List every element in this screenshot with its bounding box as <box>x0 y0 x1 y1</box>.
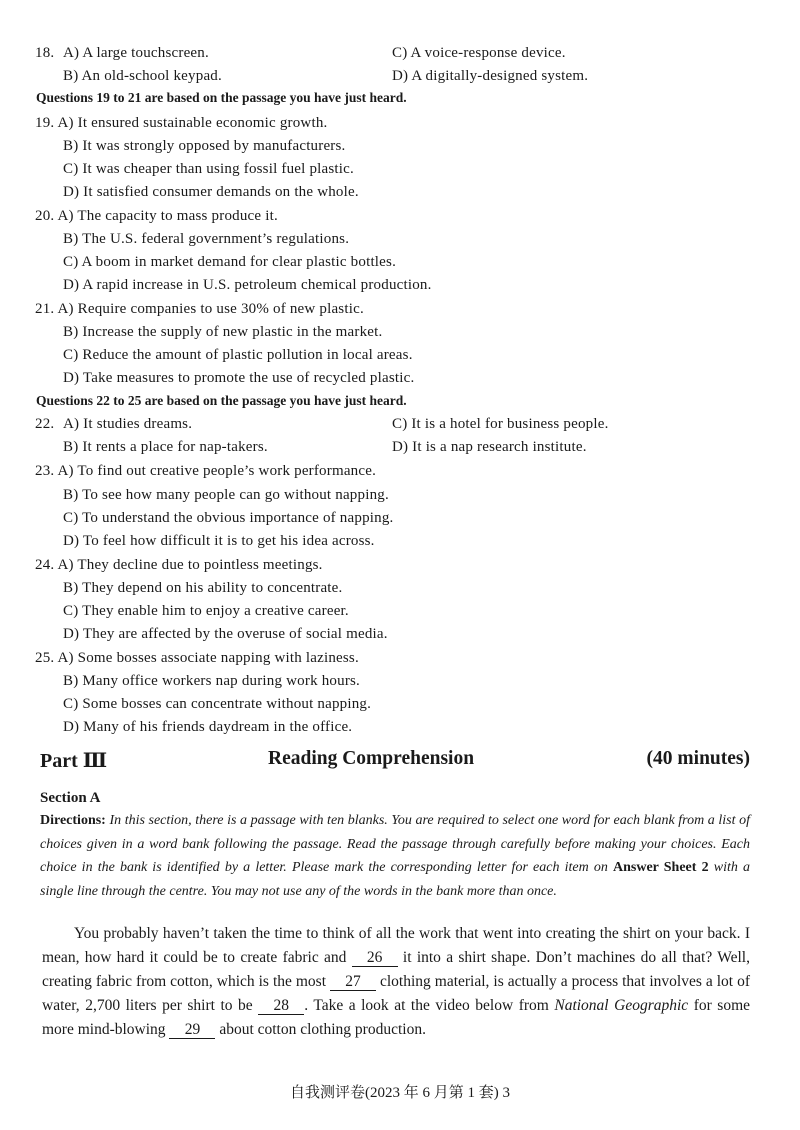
question-21-option-b: B) Increase the supply of new plastic in the market. <box>63 324 383 340</box>
question-25-option-b: B) Many office workers nap during work hours. <box>63 673 360 689</box>
answer-sheet-ref: Answer Sheet 2 <box>613 860 709 875</box>
question-23-option-b: B) To see how many people can go without napping. <box>63 487 389 503</box>
blank-27: 27 <box>330 973 376 991</box>
question-21-number: 21. <box>35 301 55 317</box>
passage-text-4: . Take a look at the video below from <box>304 997 555 1014</box>
heading-questions-22-25: Questions 22 to 25 are based on the passage you have just heard. <box>36 393 407 408</box>
question-18-option-d: D) A digitally-designed system. <box>392 68 589 84</box>
question-25-option-a: A) Some bosses associate napping with laziness. <box>57 650 359 666</box>
blank-29: 29 <box>169 1021 215 1039</box>
question-25-option-c: C) Some bosses can concentrate without napping. <box>63 696 372 712</box>
question-19-option-b: B) It was strongly opposed by manufacturers. <box>63 138 346 154</box>
section-title: Section A <box>40 790 101 806</box>
passage-paragraph <box>42 922 750 1042</box>
question-25-option-d: D) Many of his friends daydream in the office. <box>63 719 353 735</box>
question-24-option-c: C) They enable him to enjoy a creative career. <box>63 603 349 619</box>
question-22-number: 22. <box>35 416 55 432</box>
blank-26: 26 <box>352 949 398 967</box>
question-18-option-c: C) A voice-response device. <box>392 45 566 61</box>
question-20-option-b: B) The U.S. federal government’s regulations. <box>63 231 350 247</box>
question-24-option-a-row <box>35 555 323 575</box>
question-22-option-c: C) It is a hotel for business people. <box>392 416 609 432</box>
directions-paragraph <box>40 809 750 903</box>
question-21-option-d: D) Take measures to promote the use of recycled plastic. <box>63 370 415 386</box>
passage-text-3: clothing material, is actually a process that involves a lot of water, 2,700 liters per shirt to be <box>42 973 750 1014</box>
question-19-option-d: D) It satisfied consumer demands on the whole. <box>63 184 359 200</box>
question-19-number: 19. <box>35 115 55 131</box>
passage-text-6: about cotton clothing production. <box>215 1021 426 1038</box>
question-23-option-c: C) To understand the obvious importance of napping. <box>63 510 394 526</box>
part-label: Part Ⅲ <box>40 750 108 772</box>
question-18-row1 <box>35 43 755 63</box>
question-21-option-a: A) Require companies to use 30% of new plastic. <box>57 301 364 317</box>
question-22-option-d: D) It is a nap research institute. <box>392 439 587 455</box>
part-header <box>40 748 750 776</box>
question-24-option-d: D) They are affected by the overuse of social media. <box>63 626 388 642</box>
question-24-option-b: B) They depend on his ability to concentrate. <box>63 580 343 596</box>
part-time-limit: (40 minutes) <box>646 748 750 769</box>
question-25-option-a-row <box>35 648 359 668</box>
question-18-option-b: B) An old-school keypad. <box>63 68 222 84</box>
question-20-option-d: D) A rapid increase in U.S. petroleum chemical production. <box>63 277 432 293</box>
question-21-option-c: C) Reduce the amount of plastic pollution in local areas. <box>63 347 413 363</box>
directions-text-2: with a single line through the centre. You may not use any of the words in the bank more than once. <box>40 860 750 899</box>
question-23-number: 23. <box>35 463 55 479</box>
part-title: Reading Comprehension <box>268 748 475 769</box>
question-18-option-a: A) A large touchscreen. <box>63 45 209 61</box>
directions-text-1: In this section, there is a passage with ten blanks. You are required to select one word for each blank from a list of choices given in a word bank following the passage. Read the passage through carefully before making your choices. Each choice in the bank is identified by a letter. Please mark the corresponding letter for each item on <box>40 813 750 875</box>
question-18-number: 18. <box>35 45 55 61</box>
question-20-option-c: C) A boom in market demand for clear plastic bottles. <box>63 254 397 270</box>
passage-source: National Geographic <box>554 997 689 1014</box>
question-19-option-a-row <box>35 113 327 133</box>
question-22-row1 <box>35 414 755 434</box>
passage-text-2: it into a shirt shape. Don’t machines do all that? Well, creating fabric from cotton, which is the most <box>42 949 750 990</box>
question-23-option-d: D) To feel how difficult it is to get his idea across. <box>63 533 375 549</box>
question-24-number: 24. <box>35 557 55 573</box>
directions-label: Directions: <box>40 813 106 828</box>
question-22-option-a: A) It studies dreams. <box>63 416 193 432</box>
page-footer: 自我测评卷(2023 年 6 月第 1 套) 3 <box>290 1085 510 1101</box>
passage-text-1: You probably haven’t taken the time to think of all the work that went into creating the shirt on your back. I mean, how hard it could be to create fabric and <box>42 925 750 966</box>
question-22-row2 <box>35 437 755 457</box>
blank-28: 28 <box>258 997 304 1015</box>
question-21-option-a-row <box>35 299 364 319</box>
question-19-option-c: C) It was cheaper than using fossil fuel plastic. <box>63 161 354 177</box>
question-19-option-a: A) It ensured sustainable economic growth. <box>57 115 328 131</box>
passage-text-5: for some more mind-blowing <box>42 997 751 1038</box>
question-22-option-b: B) It rents a place for nap-takers. <box>63 439 268 455</box>
question-20-option-a: A) The capacity to mass produce it. <box>57 208 278 224</box>
question-18-row2 <box>35 66 755 86</box>
question-25-number: 25. <box>35 650 55 666</box>
question-20-number: 20. <box>35 208 55 224</box>
heading-questions-19-21: Questions 19 to 21 are based on the passage you have just heard. <box>36 90 407 105</box>
question-23-option-a-row <box>35 461 376 481</box>
question-20-option-a-row <box>35 206 278 226</box>
question-23-option-a: A) To find out creative people’s work performance. <box>57 463 377 479</box>
question-24-option-a: A) They decline due to pointless meetings. <box>57 557 323 573</box>
